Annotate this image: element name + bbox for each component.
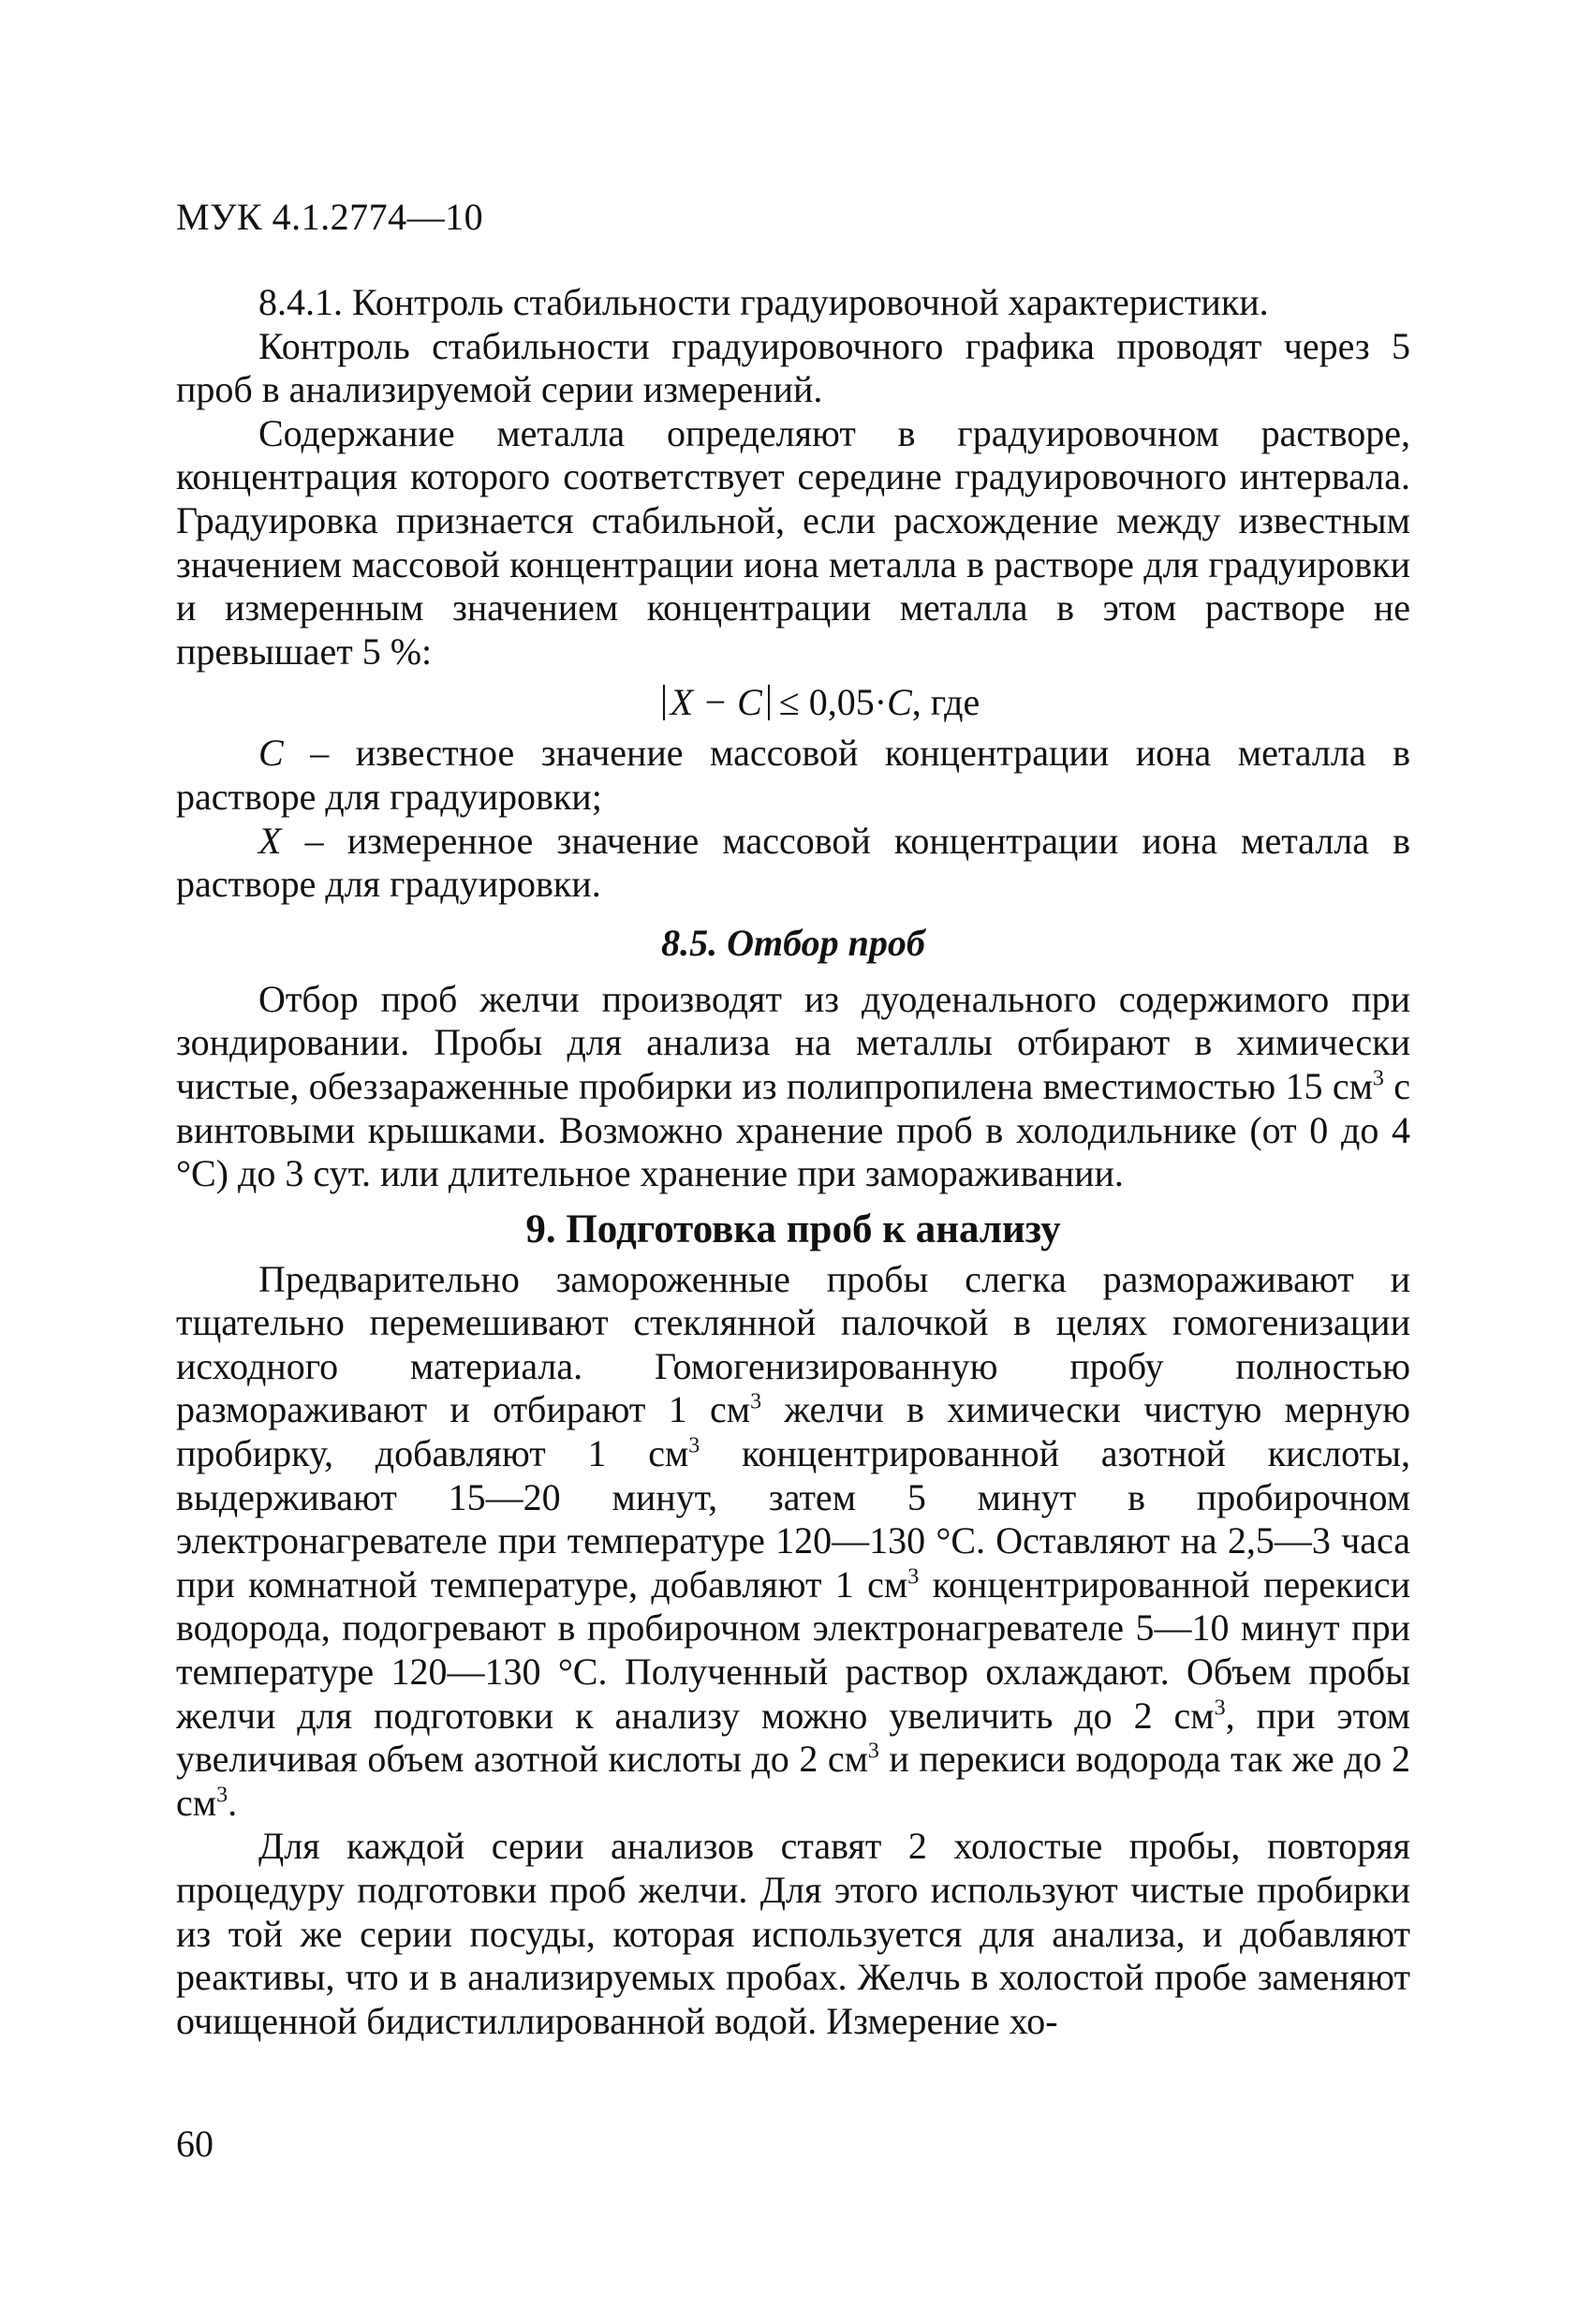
definition-x-text: – измеренное значение массовой концентрации иона металла в растворе для градуировки. — [176, 819, 1410, 906]
definition-c — [176, 732, 1410, 819]
formula — [176, 679, 1410, 726]
formula-var: C — [887, 681, 912, 724]
text-run: Отбор проб желчи производят из дуоденального содержимого при зондировании. Пробы для анализа на металлы отбирают в химически чистые, обеззараженные пробирки из полипропилена вместимостью 15 см — [176, 977, 1410, 1107]
definition-c-text: – известное значение массовой концентрации иона металла в растворе для градуировки; — [176, 732, 1410, 818]
text-run: . — [228, 1781, 238, 1824]
superscript: 3 — [1372, 1066, 1384, 1091]
text-run: , при этом увеличивая объем азотной кислоты до 2 см — [176, 1694, 1410, 1781]
paragraph: Контроль стабильности градуировочного графика проводят через 5 проб в анализируемой серии измерений. — [176, 324, 1410, 411]
text-run: с винтовыми крышками. Возможно хранение проб в холодильнике (от 0 до 4 °С) до 3 сут. или длительное хранение при замораживании. — [176, 1064, 1410, 1195]
text-run: концентрированной перекиси водорода, подогревают в пробирочном электронагревателе 5—10 минут при температуре 120—130 °С. Полученный раствор охлаждают. Объем пробы желчи для подготовки к анализу можно увеличить до 2 см — [176, 1562, 1410, 1737]
superscript: 3 — [1214, 1695, 1226, 1721]
paragraph — [176, 1258, 1410, 1826]
body-text — [176, 281, 1410, 2043]
subsection-8-4-1-title: 8.4.1. Контроль стабильности градуировочной характеристики. — [258, 281, 1269, 323]
definition-c-var: С — [258, 732, 284, 775]
superscript: 3 — [216, 1783, 228, 1808]
absolute-value — [663, 681, 770, 724]
superscript: 3 — [750, 1390, 762, 1415]
formula-suffix: , где — [911, 681, 980, 724]
page-number: 60 — [176, 2123, 214, 2165]
text-run: концентрированной азотной кислоты, выдерживают 15—20 минут, затем 5 минут в пробирочном электронагревателе при температуре 120—130 °С. Оставляют на 2,5—3 часа при комнатной температуре, добавляют 1 см — [176, 1432, 1410, 1606]
document-code: МУК 4.1.2774—10 — [176, 196, 484, 238]
definition-x — [176, 820, 1410, 907]
formula-lhs: X − C — [670, 681, 762, 724]
paragraph: Для каждой серии анализов ставят 2 холостые пробы, повторяя процедуру подготовки проб желчи. Для этого используют чистые пробирки из той же серии посуды, которая используется для анализа, и добавляют реактивы, что и в анализируемых пробах. Желчь в холостой пробе заменяют очищенной бидистиллированной водой. Измерение хо- — [176, 1825, 1410, 2042]
section-9-title: 9. Подготовка проб к анализу — [525, 1206, 1061, 1251]
superscript: 3 — [867, 1739, 879, 1764]
definition-x-var: X — [258, 819, 282, 862]
text-run: и перекиси водорода так же до 2 см — [176, 1738, 1410, 1824]
paragraph — [176, 978, 1410, 1196]
text-run: Предварительно замороженные пробы слегка размораживают и тщательно перемешивают стеклянной палочкой в целях гомогенизации исходного материала. Гомогенизированную пробу полностью размораживают и отбирают 1 см — [176, 1257, 1410, 1431]
superscript: 3 — [688, 1433, 700, 1458]
text-run: желчи в химически чистую мерную пробирку, добавляют 1 см — [176, 1388, 1410, 1475]
subsection-8-5-title: 8.5. Отбор проб — [661, 921, 925, 964]
paragraph: Содержание металла определяют в градуировочном растворе, концентрация которого соответствует середине градуировочного интервала. Градуировка признается стабильной, если расхождение между известным значением массовой концентрации иона металла в растворе для градуировки и измеренным значением концентрации металла в этом растворе не превышает 5 %: — [176, 411, 1410, 673]
superscript: 3 — [907, 1564, 920, 1590]
formula-op: ≤ 0,05· — [778, 681, 888, 724]
